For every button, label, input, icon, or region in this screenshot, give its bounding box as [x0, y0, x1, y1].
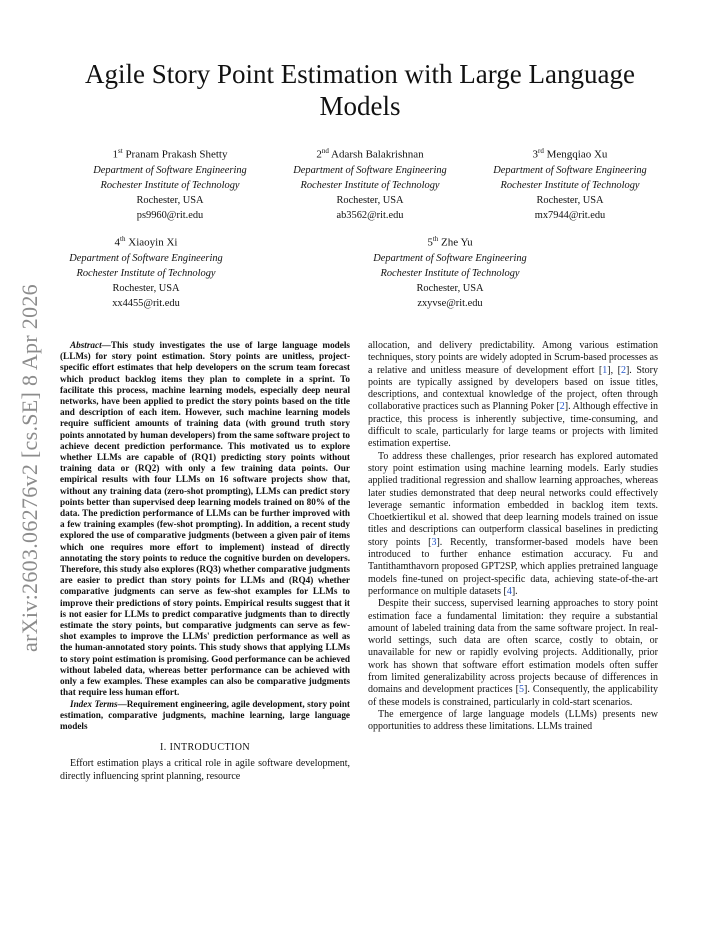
- author-email: mx7944@rit.edu: [534, 210, 606, 222]
- author-department: Department of Software Engineering: [293, 164, 447, 176]
- author-location: Rochester, USA: [536, 195, 604, 207]
- author-name: 3rd Mengqiao Xu: [532, 147, 608, 161]
- author-department: Department of Software Engineering: [493, 164, 647, 176]
- intro-paragraph-1: allocation, and delivery predictability. Among various estimation techniques, story points are widely adopted in Scrum-based processes as a relative and unitless measure of development effort [1], [2]. Story points are typically assigned by developers based on issue titles, descriptions, and contextual knowledge of the project, often through collaborative practices such as Planning Poker [2]. Although effective in practice, this process is inherently subjective, time-consuming, and difficult to scale, particularly for large teams or projects with limited estimation expertise.: [368, 340, 658, 450]
- author-block-5: [350, 232, 550, 312]
- author-block-1: [70, 144, 270, 224]
- right-column: [368, 340, 658, 840]
- abstract-text: This study investigates the use of large language models (LLMs) for story point estimation. Story points are unitless, project-specific effort estimates that help developers on the scrum team forecast which product backlog items they plan to complete in a sprint. To facilitate this process, machine learning models, especially deep neural networks, have been applied to predict the story points based on the title and description of each item. However, such machine learning models require sufficient amounts of training data (with ground truth story points annotated by human developers) from the same software project to achieve decent prediction performance. This motivated us to explore whether LLMs are capable of (RQ1) predicting story points without training data or (RQ2) with only a few training data points. Our empirical results with four LLMs on 16 software projects show that, without any training data (zero-shot prompting), LLMs can predict story points better than supervised deep learning models trained on 80% of the data. The prediction performance of LLMs can be further improved with a few training examples (few-shot prompting). In addition, a recent study explored the use of comparative judgments (between a given pair of items which one requires more effort to implement) instead of directly annotating the story points to reduce the cognitive burden on developers. Therefore, this study also explores (RQ3) whether comparative judgments are easier to predict than story points for LLMs and (RQ4) whether comparative judgments can serve as few-shot examples for LLMs to improve their predictions of story points. Empirical results suggest that it is not easier for LLMs to predict comparative judgments than to directly estimate the story points, but comparative judgments can serve as few-shot examples to improve the LLMs' prediction performance as well as the human-annotated story points. This study shows that applying LLMs to story point estimation is promising. Good performance can be achieved without labeled data, whereas better performance can be achieved with only a few examples. These examples can also be comparative judgments that require less human effort.: [60, 340, 350, 698]
- intro-paragraph-4: The emergence of large language models (LLMs) presents new opportunities to address these limitations. LLMs trained: [368, 708, 658, 733]
- author-name: 5th Zhe Yu: [427, 235, 473, 249]
- author-block-3: [470, 144, 670, 224]
- author-email: ab3562@rit.edu: [336, 210, 404, 222]
- citation-link[interactable]: 2: [559, 401, 565, 413]
- abstract: [60, 340, 350, 732]
- author-email: ps9960@rit.edu: [136, 210, 204, 222]
- citation-link[interactable]: 2: [620, 364, 626, 376]
- author-location: Rochester, USA: [112, 283, 180, 295]
- paper-title: Agile Story Point Estimation with Large Language Models: [85, 59, 635, 121]
- citation-link[interactable]: 4: [506, 585, 512, 597]
- citation-link[interactable]: 1: [602, 364, 608, 376]
- author-institution: Rochester Institute of Technology: [500, 180, 640, 192]
- intro-paragraph: Effort estimation plays a critical role in agile software development, directly influencing sprint planning, resource: [60, 758, 350, 782]
- author-department: Department of Software Engineering: [69, 252, 223, 264]
- author-location: Rochester, USA: [416, 283, 484, 295]
- citation-link[interactable]: 3: [431, 536, 437, 548]
- author-institution: Rochester Institute of Technology: [76, 268, 216, 280]
- author-email: zxyvse@rit.edu: [417, 298, 483, 310]
- abstract-label: Abstract—: [70, 340, 111, 350]
- arxiv-identifier-text: arXiv:2603.06276v2 [cs.SE] 8 Apr 2026: [17, 284, 42, 652]
- author-institution: Rochester Institute of Technology: [380, 268, 520, 280]
- intro-paragraph-3: Despite their success, supervised learning approaches to story point estimation face a fundamental limitation: they require a substantial amount of labeled training data from the same software project. In real-world settings, such data are often scarce, costly to obtain, or unavailable for new or rapidly evolving projects. Additionally, prior work has shown that software effort estimation models often suffer from limited generalizability across projects because of differences in domains and development practices [5]. Consequently, the applicability of these models is constrained, particularly in cold-start scenarios.: [368, 598, 658, 708]
- author-name: 1st Pranam Prakash Shetty: [112, 147, 228, 161]
- left-column: [60, 340, 350, 840]
- author-department: Department of Software Engineering: [93, 164, 247, 176]
- author-location: Rochester, USA: [336, 195, 404, 207]
- author-institution: Rochester Institute of Technology: [100, 180, 240, 192]
- section-heading: I. INTRODUCTION: [160, 742, 250, 754]
- author-name: 4th Xiaoyin Xi: [114, 235, 178, 249]
- author-block-4: [46, 232, 246, 312]
- author-block-2: [270, 144, 470, 224]
- index-terms-label: Index Terms—: [70, 698, 127, 709]
- author-department: Department of Software Engineering: [373, 252, 527, 264]
- citation-link[interactable]: 5: [518, 684, 524, 696]
- arxiv-identifier: [8, 268, 52, 668]
- author-institution: Rochester Institute of Technology: [300, 180, 440, 192]
- author-location: Rochester, USA: [136, 195, 204, 207]
- author-name: 2nd Adarsh Balakrishnan: [316, 147, 424, 161]
- index-terms-text: Requirement engineering, agile development, story point estimation, comparative judgments, machine learning, large language models: [60, 698, 350, 731]
- author-email: xx4455@rit.edu: [112, 298, 180, 310]
- intro-paragraph-2: To address these challenges, prior research has explored automated story point estimation using machine learning models. Early studies applied traditional regression and shallow learning approaches, whereas later studies demonstrated that deep neural networks could effectively leverage semantic information embedded in backlog item texts. Choetkiertikul et al. showed that deep learning models trained on issue titles and descriptions can outperform classical baselines in predicting story points [3]. Recently, transformer-based models have been introduced to further enhance estimation accuracy. Fu and Tantithamthavorn proposed GPT2SP, which applies pretrained language models fine-tuned on project-specific data, achieving state-of-the-art performance on multiple datasets [4].: [368, 450, 658, 597]
